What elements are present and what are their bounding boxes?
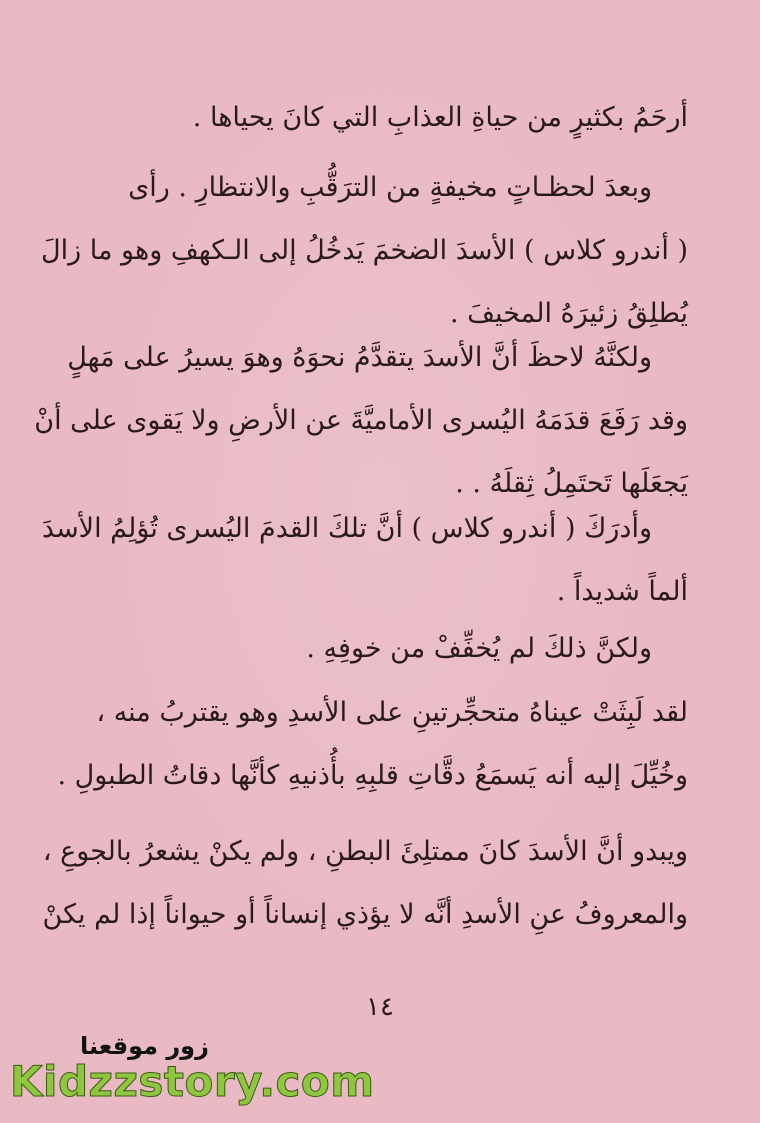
text-line: ( أندرو كلاس ) الأسدَ الضخمَ يَدخُلُ إلى الـكهفِ وهو ما زالَ [41,235,688,266]
paragraph-4 [41,497,688,623]
paragraph-3 [34,326,688,515]
paragraph-6 [58,681,688,807]
paragraph-1 [58,86,688,149]
text-line: والمعروفُ عنِ الأسدِ أنَّه لا يؤذي إنساناً أو حيواناً إذا لم يكنْ [42,899,688,930]
text-line: وأدرَكَ ( أندرو كلاس ) أنَّ تلكَ القدمَ اليُسرى تُؤلِمُ الأسدَ [41,513,652,544]
text-line: وبعدَ لحظـاتٍ مخيفةٍ من الترَقُّبِ والانتظارِ . رأى [128,172,652,203]
text-line: يَجعَلَها تَحتَمِلُ ثِقلَهُ . . [455,468,688,499]
text-line: ولكنَّهُ لاحظَ أنَّ الأسدَ يتقدَّمُ نحوَهُ وهوَ يسيرُ على مَهلٍ [67,342,652,373]
text-line: ألماً شديداً . [556,576,688,607]
text-line: ولكنَّ ذلكَ لم يُخفِّفْ من خوفِهِ . [306,633,652,664]
text-line: وخُيِّلَ إليه أنه يَسمَعُ دقَّاتِ قلبِهِ بأُذنيهِ كأنَّها دقاتُ الطبولِ . [57,760,688,791]
text-line: يُطلِقُ زئيرَهُ المخيفَ . [449,298,688,329]
text-line: لقد لَبِثَتْ عيناهُ متحجِّرتينِ على الأسدِ وهو يقتربُ منه ، [96,697,688,728]
paragraph-5 [58,617,688,680]
page-number: ١٤ [366,992,394,1022]
text-line: ويبدو أنَّ الأسدَ كانَ ممتلِئَ البطنِ ، ولم يكنْ يشعرُ بالجوعِ ، [42,836,688,867]
paragraph-2 [41,156,688,345]
watermark-arabic: زور موقعنا [80,1032,209,1060]
text-line: وقد رَفَعَ قدَمَهُ اليُسرى الأماميَّةَ عن الأرضِ ولا يَقوى على أنْ [34,405,688,436]
watermark-site-link[interactable]: Kidzzstory.com [10,1057,375,1106]
paragraph-7 [42,820,688,946]
text-line: أرحَمُ بكثيرٍ من حياةِ العذابِ التي كانَ يحياها . [192,102,688,133]
